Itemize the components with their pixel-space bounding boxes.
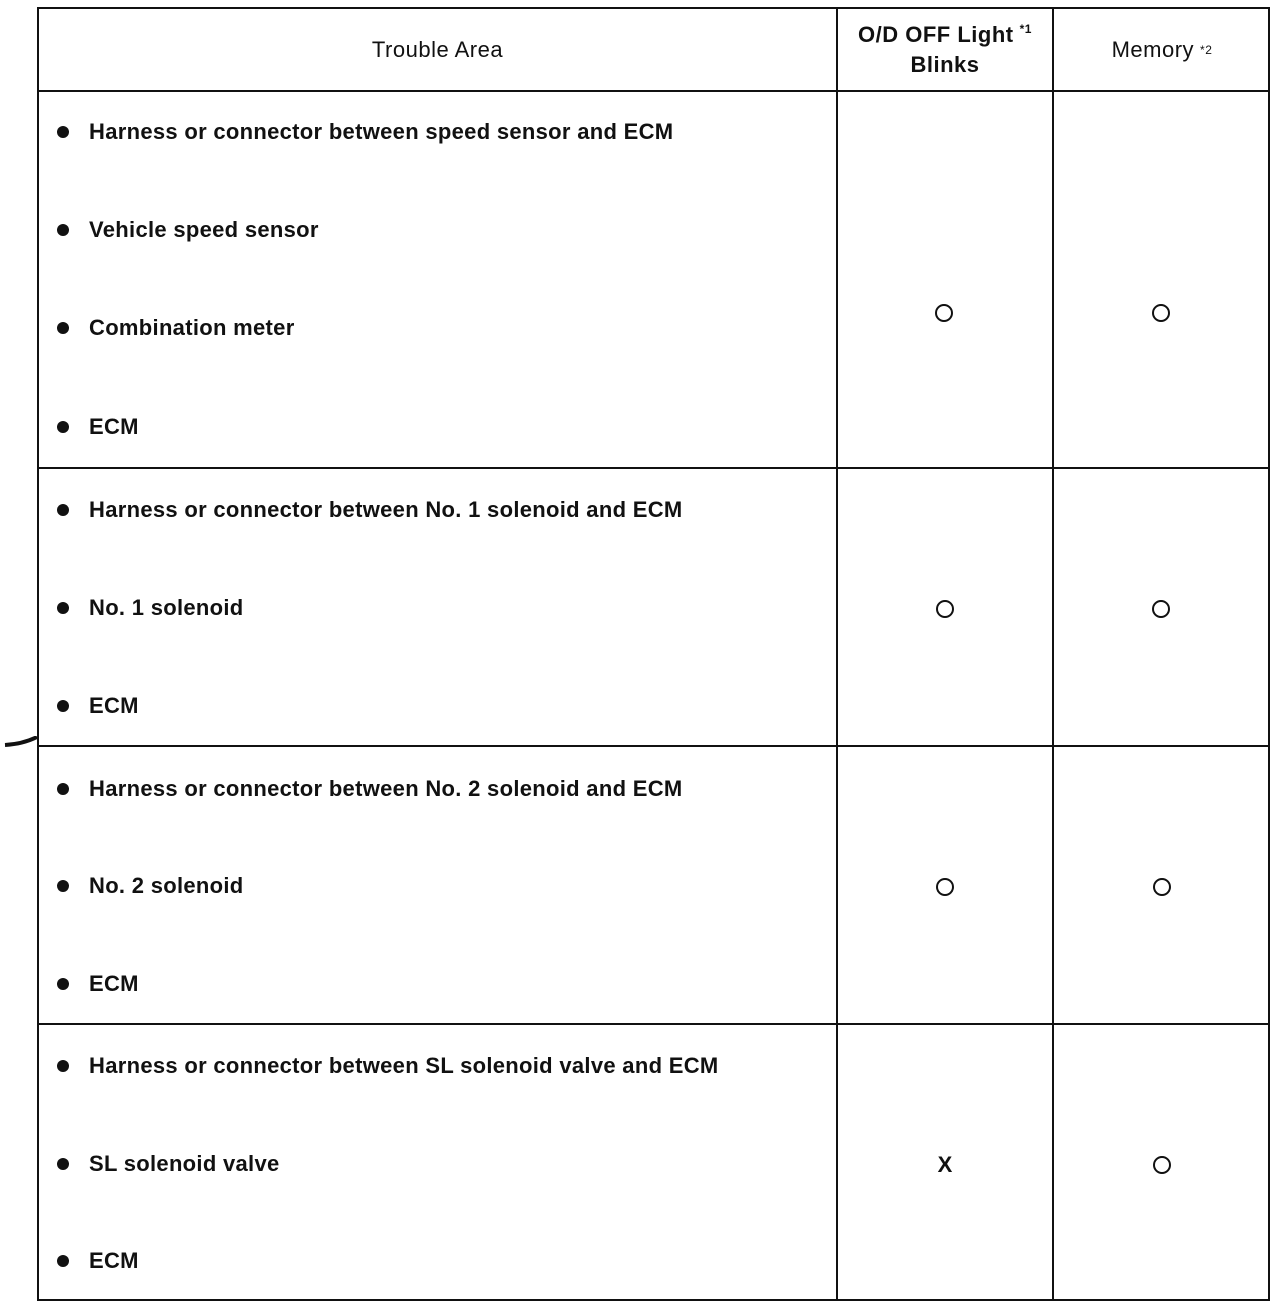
- bullet-icon: [57, 421, 69, 433]
- od-off-mark: [936, 1152, 954, 1177]
- memory-mark: [1152, 600, 1170, 618]
- trouble-item-text: Combination meter: [89, 315, 295, 340]
- bullet-icon: [57, 783, 69, 795]
- bullet-icon: [57, 504, 69, 516]
- row-divider: [39, 745, 1268, 747]
- circle-icon: [1153, 1156, 1171, 1174]
- bullet-icon: [57, 880, 69, 892]
- list-item: [57, 412, 139, 442]
- list-item: [57, 774, 683, 804]
- row-divider: [39, 1023, 1268, 1025]
- circle-icon: [1152, 600, 1170, 618]
- list-item: [57, 871, 244, 901]
- circle-icon: [1153, 878, 1171, 896]
- header-od-off-label: O/D OFF Light: [858, 21, 1014, 47]
- column-divider: [836, 9, 838, 1299]
- od-off-mark: [936, 600, 954, 618]
- trouble-item-text: ECM: [89, 971, 139, 996]
- memory-mark: [1153, 878, 1171, 896]
- trouble-item-text: No. 1 solenoid: [89, 595, 244, 620]
- x-mark: X: [937, 1152, 953, 1177]
- circle-icon: [936, 878, 954, 896]
- list-item: [57, 1051, 719, 1081]
- list-item: [57, 691, 139, 721]
- binder-mark: [3, 736, 39, 748]
- row-divider: [39, 467, 1268, 469]
- list-item: [57, 495, 683, 525]
- trouble-item-text: Vehicle speed sensor: [89, 217, 319, 242]
- circle-icon: [936, 600, 954, 618]
- trouble-item-text: ECM: [89, 414, 139, 439]
- list-item: [57, 1149, 280, 1179]
- footnote-ref-1: *1: [1019, 22, 1032, 37]
- row-divider: [39, 90, 1268, 92]
- circle-icon: [1152, 304, 1170, 322]
- bullet-icon: [57, 322, 69, 334]
- list-item: [57, 117, 673, 147]
- bullet-icon: [57, 1255, 69, 1267]
- trouble-item-text: No. 2 solenoid: [89, 873, 244, 898]
- bullet-icon: [57, 978, 69, 990]
- od-off-mark: [935, 304, 953, 322]
- memory-mark: [1152, 304, 1170, 322]
- list-item: [57, 313, 295, 343]
- trouble-item-text: ECM: [89, 693, 139, 718]
- trouble-item-text: SL solenoid valve: [89, 1151, 280, 1176]
- bullet-icon: [57, 602, 69, 614]
- trouble-item-text: Harness or connector between No. 1 solenoid and ECM: [89, 497, 683, 522]
- bullet-icon: [57, 1158, 69, 1170]
- od-off-mark: [936, 878, 954, 896]
- bullet-icon: [57, 1060, 69, 1072]
- header-od-off-blinks: Blinks: [910, 51, 980, 77]
- trouble-item-text: ECM: [89, 1248, 139, 1273]
- header-trouble-area: [39, 9, 836, 90]
- bullet-icon: [57, 700, 69, 712]
- trouble-item-text: Harness or connector between SL solenoid valve and ECM: [89, 1053, 719, 1078]
- list-item: [57, 593, 244, 623]
- bullet-icon: [57, 126, 69, 138]
- column-divider: [1052, 9, 1054, 1299]
- header-memory-label: Memory: [1111, 36, 1195, 62]
- list-item: [57, 1246, 139, 1276]
- memory-mark: [1153, 1156, 1171, 1174]
- header-trouble-area-label: Trouble Area: [371, 36, 504, 62]
- header-od-off-light: [838, 9, 1052, 90]
- header-memory: Memory *2: [1054, 9, 1270, 90]
- list-item: [57, 215, 319, 245]
- trouble-item-text: Harness or connector between No. 2 solenoid and ECM: [89, 776, 683, 801]
- list-item: [57, 969, 139, 999]
- trouble-area-table: [37, 7, 1270, 1301]
- circle-icon: [935, 304, 953, 322]
- trouble-item-text: Harness or connector between speed sensor and ECM: [89, 119, 674, 144]
- bullet-icon: [57, 224, 69, 236]
